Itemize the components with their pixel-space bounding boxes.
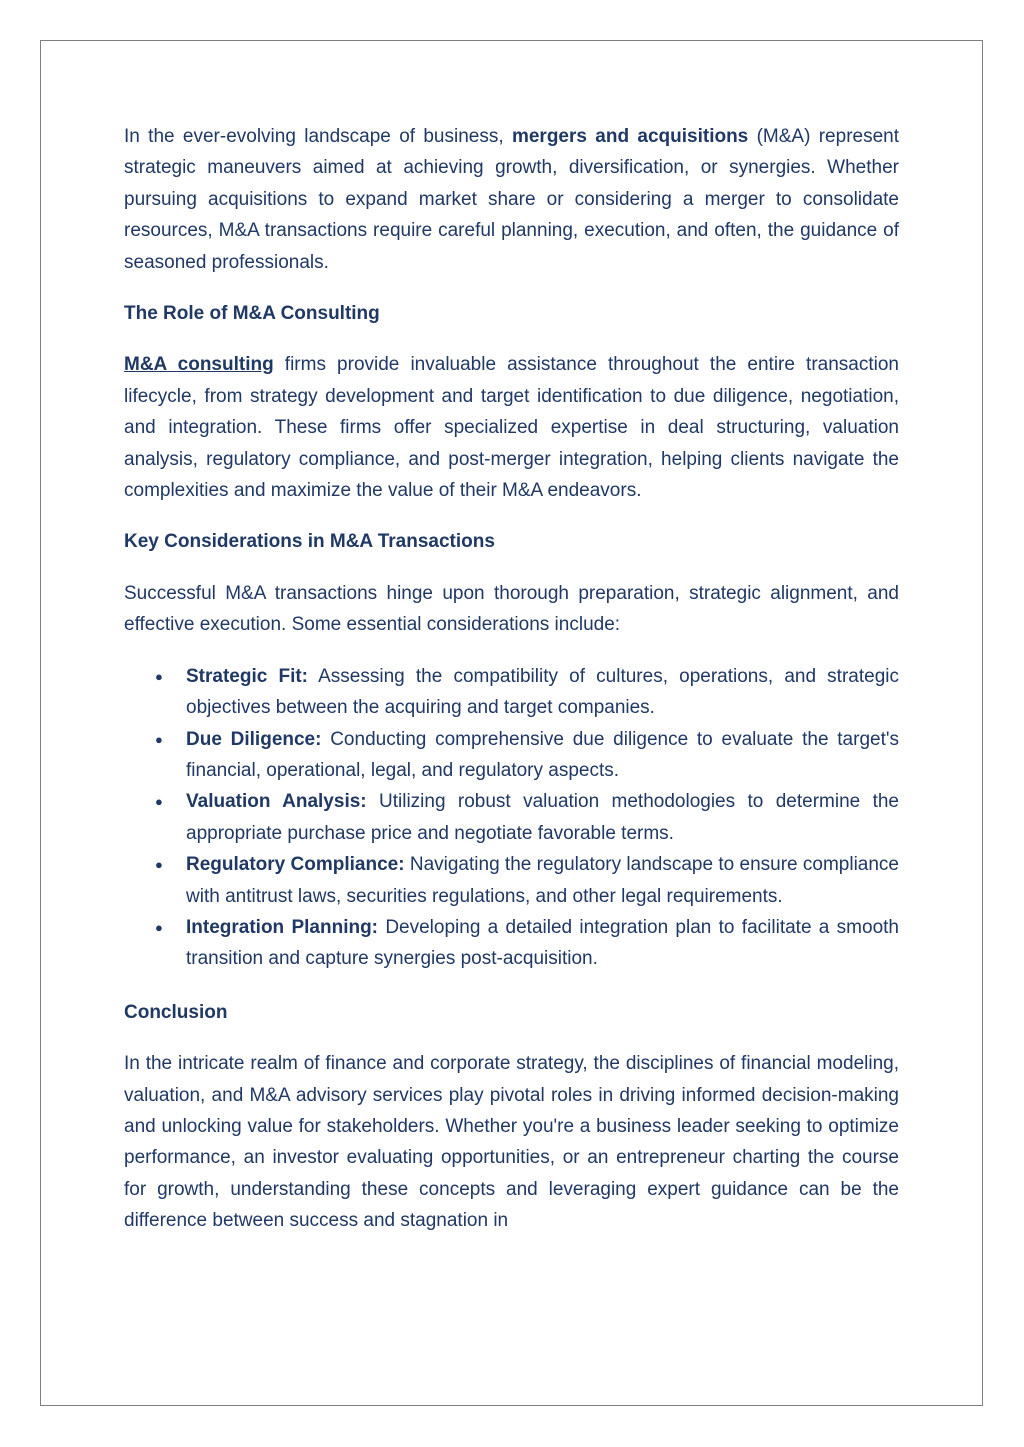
role-text: firms provide invaluable assistance throughout the entire transaction lifecycle, from strategy development and target identification to due diligence, negotiation, and integration. These firms offer specialized expertise in deal structuring, valuation analysis, regulatory compliance, and post-merger integration, helping clients navigate the complexities and maximize the value of their M&A endeavors. (124, 354, 899, 502)
list-item-text: Assessing the compatibility of cultures, operations, and strategic objectives between the acquiring and target companies. (186, 665, 899, 719)
list-item (186, 849, 899, 912)
role-heading: The Role of M&A Consulting (124, 303, 380, 325)
list-item-term: Due Diligence: (186, 728, 322, 750)
list-item-text: Developing a detailed integration plan to facilitate a smooth transition and capture synergies post-acquisition. (186, 916, 899, 970)
list-item-term: Valuation Analysis: (186, 791, 367, 813)
list-item-text: Navigating the regulatory landscape to ensure compliance with antitrust laws, securities regulations, and other legal requirements. (186, 854, 899, 907)
list-item (186, 786, 899, 849)
intro-text-end: (M&A) represent strategic maneuvers aimed at achieving growth, diversification, or synergies. Whether pursuing acquisitions to expand market share or considering a merger to consolidate resources, M&A transactions require careful planning, execution, and often, the guidance of seasoned professionals. (124, 126, 899, 273)
list-item-term: Strategic Fit: (186, 665, 309, 687)
considerations-list (124, 661, 899, 975)
intro-bold-term: mergers and acquisitions (511, 126, 749, 147)
role-paragraph (124, 349, 899, 506)
conclusion-paragraph: In the intricate realm of finance and corporate strategy, the disciplines of financial modeling, valuation, and M&A advisory services play pivotal roles in driving informed decision-making and unlocking value for stakeholders. Whether you're a business leader seeking to optimize performance, an investor evaluating opportunities, or an entrepreneur charting the course for growth, understanding these concepts and leveraging expert guidance can be the difference between success and stagnation in (124, 1053, 899, 1232)
list-item (186, 724, 899, 787)
considerations-heading: Key Considerations in M&A Transactions (124, 531, 495, 553)
list-item-text: Utilizing robust valuation methodologies to determine the appropriate purchase price and negotiate favorable terms. (186, 791, 899, 844)
list-item (186, 912, 899, 975)
ma-consulting-link[interactable]: M&A consulting (124, 354, 274, 376)
conclusion-heading: Conclusion (124, 1001, 228, 1023)
list-item (186, 661, 899, 724)
document-body (124, 121, 899, 1237)
considerations-intro: Successful M&A transactions hinge upon thorough preparation, strategic alignment, and effective execution. Some essential considerations include: (124, 582, 899, 636)
list-item-text: Conducting comprehensive due diligence to evaluate the target's financial, operational, legal, and regulatory aspects. (186, 728, 899, 781)
list-item-term: Integration Planning: (186, 916, 379, 938)
intro-paragraph (124, 121, 899, 278)
intro-text-start: In the ever-evolving landscape of business, (124, 126, 512, 147)
list-item-term: Regulatory Compliance: (186, 854, 405, 876)
